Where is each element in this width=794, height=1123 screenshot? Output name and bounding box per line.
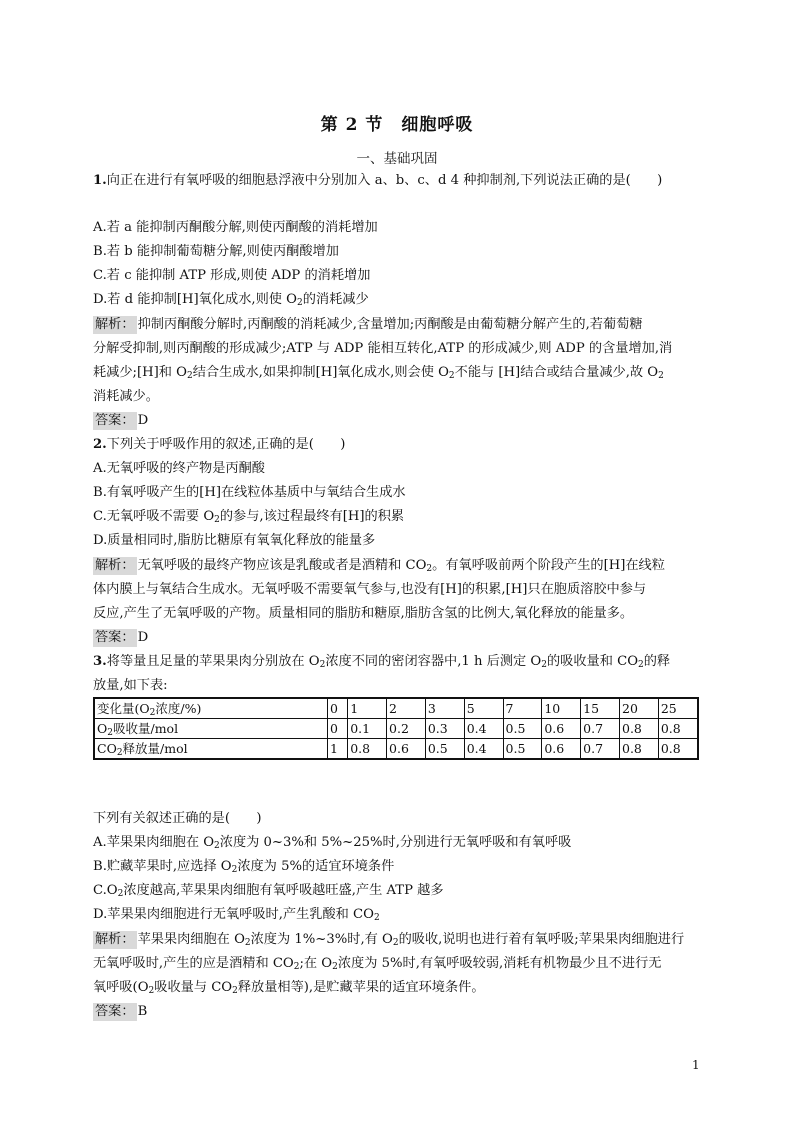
q1-stem — [93, 172, 662, 190]
analysis-tag: 解析： — [95, 558, 135, 573]
q1-option-c: C.若 c 能抑制 ATP 形成,则使 ADP 的消耗增加 — [93, 268, 371, 283]
table-cell: 0.8 — [620, 719, 659, 739]
answer-tag: 答案： — [95, 413, 135, 428]
q3-number: 3. — [93, 654, 107, 669]
table-row-o2-uptake — [94, 719, 698, 739]
q2-answer — [93, 629, 148, 647]
q3-analysis-line-2: 无氧呼吸时,产生的应是酒精和 $CO_2$;在 $O_2$浓度为 5%时,有氧呼吸较弱,消耗有机物最少且不进行无 — [93, 956, 662, 972]
table-cell: 2 — [387, 698, 426, 719]
q1-answer-value: D — [137, 413, 149, 428]
table-cell: 0.5 — [425, 739, 464, 760]
page-number: 1 — [692, 1058, 700, 1072]
q2-analysis-line-2: 体内膜上与氧结合生成水。无氧呼吸不需要氧气参与,也没有[H]的积累,[H]只在胞质溶胶中参与 — [93, 582, 647, 597]
q2-option-a: A.无氧呼吸的终产物是丙酮酸 — [93, 461, 265, 476]
answer-tag: 答案： — [95, 1004, 135, 1019]
table-cell: 0.7 — [581, 739, 620, 760]
q1-stem-text: 向正在进行有氧呼吸的细胞悬浮液中分别加入 a、b、c、d 4 种抑制剂,下列说法正确的是( ) — [106, 173, 663, 188]
table-cell: 3 — [425, 698, 464, 719]
q2-analysis-line-3: 反应,产生了无氧呼吸的产物。质量相同的脂肪和糖原,脂肪含氢的比例大,氧化释放的能量多。 — [93, 606, 634, 621]
table-cell: 0.6 — [542, 719, 581, 739]
q3-option-d: D.苹果果肉细胞进行无氧呼吸时,产生乳酸和 $CO_2$ — [93, 907, 380, 923]
analysis-tag: 解析： — [95, 932, 135, 947]
q3-option-b: B.贮藏苹果时,应选择 $O_2$浓度为 5%的适宜环境条件 — [93, 859, 395, 875]
q1-analysis-line-1: 解析： 抑制丙酮酸分解时,丙酮酸的消耗减少,含量增加;丙酮酸是由葡萄糖分解产生的,若葡萄糖 — [95, 317, 643, 332]
section-heading: 一、基础巩固 — [356, 151, 438, 167]
table-cell: 20 — [620, 698, 659, 719]
q3-analysis-line-3: 氧呼吸($O_2$吸收量与 $CO_2$释放量相等),是贮藏苹果的适宜环境条件。 — [93, 980, 485, 996]
table-cell: 0.8 — [348, 739, 387, 760]
table-cell: 15 — [581, 698, 620, 719]
q2-option-b: B.有氧呼吸产生的[H]在线粒体基质中与氧结合生成水 — [93, 485, 406, 500]
q3-stem-line-1: 3.将等量且足量的苹果果肉分别放在 $O_2$浓度不同的密闭容器中,1 h 后测定 $O_2$的吸收量和 $CO_2$的释 — [93, 654, 671, 670]
table-row-label: $O_2$吸收量/mol — [94, 719, 328, 739]
table-cell: 0.5 — [503, 719, 542, 739]
table-row-label: $CO_2$释放量/mol — [94, 739, 328, 760]
q3-answer — [93, 1003, 147, 1021]
table-cell: 0.3 — [425, 719, 464, 739]
table-header-row — [94, 698, 698, 719]
table-cell: 0.4 — [464, 739, 503, 760]
q3-option-a: A.苹果果肉细胞在 $O_2$浓度为 0~3%和 5%~25%时,分别进行无氧呼吸和有氧呼吸 — [93, 835, 572, 851]
q2-analysis-line-1: 解析： 无氧呼吸的最终产物应该是乳酸或者是酒精和 $CO_2$。有氧呼吸前两个阶段产生的[H]在线粒 — [95, 558, 665, 574]
table-cell: 0.6 — [387, 739, 426, 760]
q2-option-d: D.质量相同时,脂肪比糖原有氧氧化释放的能量多 — [93, 533, 376, 548]
q2-stem: 2.下列关于呼吸作用的叙述,正确的是( ) — [93, 437, 346, 452]
q3-option-c: $C.O_2$浓度越高,苹果果肉细胞有氧呼吸越旺盛,产生 ATP 越多 — [93, 883, 444, 899]
table-cell: 0.1 — [348, 719, 387, 739]
q1-analysis-line-3: 耗减少;[H]和 $O_2$结合生成水,如果抑制[H]氧化成水,则会使 $O_2$不能与 [H]结合或结合量减少,故 $O_2$ — [93, 365, 664, 381]
table-cell: 0.8 — [658, 719, 698, 739]
table-cell: 0.2 — [387, 719, 426, 739]
table-cell: 25 — [658, 698, 698, 719]
q3-analysis-line-1: 解析： 苹果果肉细胞在 $O_2$浓度为 1%~3%时,有 $O_2$的吸收,说明也进行着有氧呼吸;苹果果肉细胞进行 — [95, 932, 685, 948]
q1-option-a: A.若 a 能抑制丙酮酸分解,则使丙酮酸的消耗增加 — [93, 220, 378, 235]
table-cell: 0.8 — [658, 739, 698, 760]
q2-number: 2. — [93, 437, 107, 452]
q1-number: 1. — [93, 173, 107, 188]
table-row-co2-release — [94, 739, 698, 760]
q3-stem-line-3: 下列有关叙述正确的是( ) — [93, 811, 262, 826]
q1-option-d: D.若 d 能抑制[H]氧化成水,则使 $O_2$的消耗减少 — [93, 292, 369, 308]
table-cell: 5 — [464, 698, 503, 719]
table-cell: 0.4 — [464, 719, 503, 739]
q3-data-table — [93, 697, 699, 760]
analysis-tag: 解析： — [95, 317, 135, 332]
q1-analysis-line-4: 消耗减少。 — [93, 389, 159, 404]
table-header-label: 变化量($O_2$浓度/%) — [94, 698, 328, 719]
table-cell: 0.7 — [581, 719, 620, 739]
table-cell: 0 — [328, 719, 348, 739]
table-cell: 0 — [328, 698, 348, 719]
table-cell: 7 — [503, 698, 542, 719]
table-cell: 0.5 — [503, 739, 542, 760]
answer-tag: 答案： — [95, 630, 135, 645]
q2-option-c: C.无氧呼吸不需要 $O_2$的参与,该过程最终有[H]的积累 — [93, 509, 405, 525]
q1-answer — [93, 412, 148, 430]
q2-answer-value: D — [137, 630, 149, 645]
table-cell: 0.8 — [620, 739, 659, 760]
table-cell: 0.6 — [542, 739, 581, 760]
page-title: 第 2 节 细胞呼吸 — [320, 115, 474, 135]
q3-answer-value: B — [137, 1004, 148, 1019]
table-cell: 1 — [328, 739, 348, 760]
table-cell: 1 — [348, 698, 387, 719]
q1-analysis-line-2: 分解受抑制,则丙酮酸的形成减少;ATP 与 ADP 能相互转化,ATP 的形成减少,则 ADP 的含量增加,消 — [93, 341, 673, 356]
q3-stem-line-2: 放量,如下表: — [93, 678, 168, 693]
table-cell: 10 — [542, 698, 581, 719]
q1-option-b: B.若 b 能抑制葡萄糖分解,则使丙酮酸增加 — [93, 244, 339, 259]
